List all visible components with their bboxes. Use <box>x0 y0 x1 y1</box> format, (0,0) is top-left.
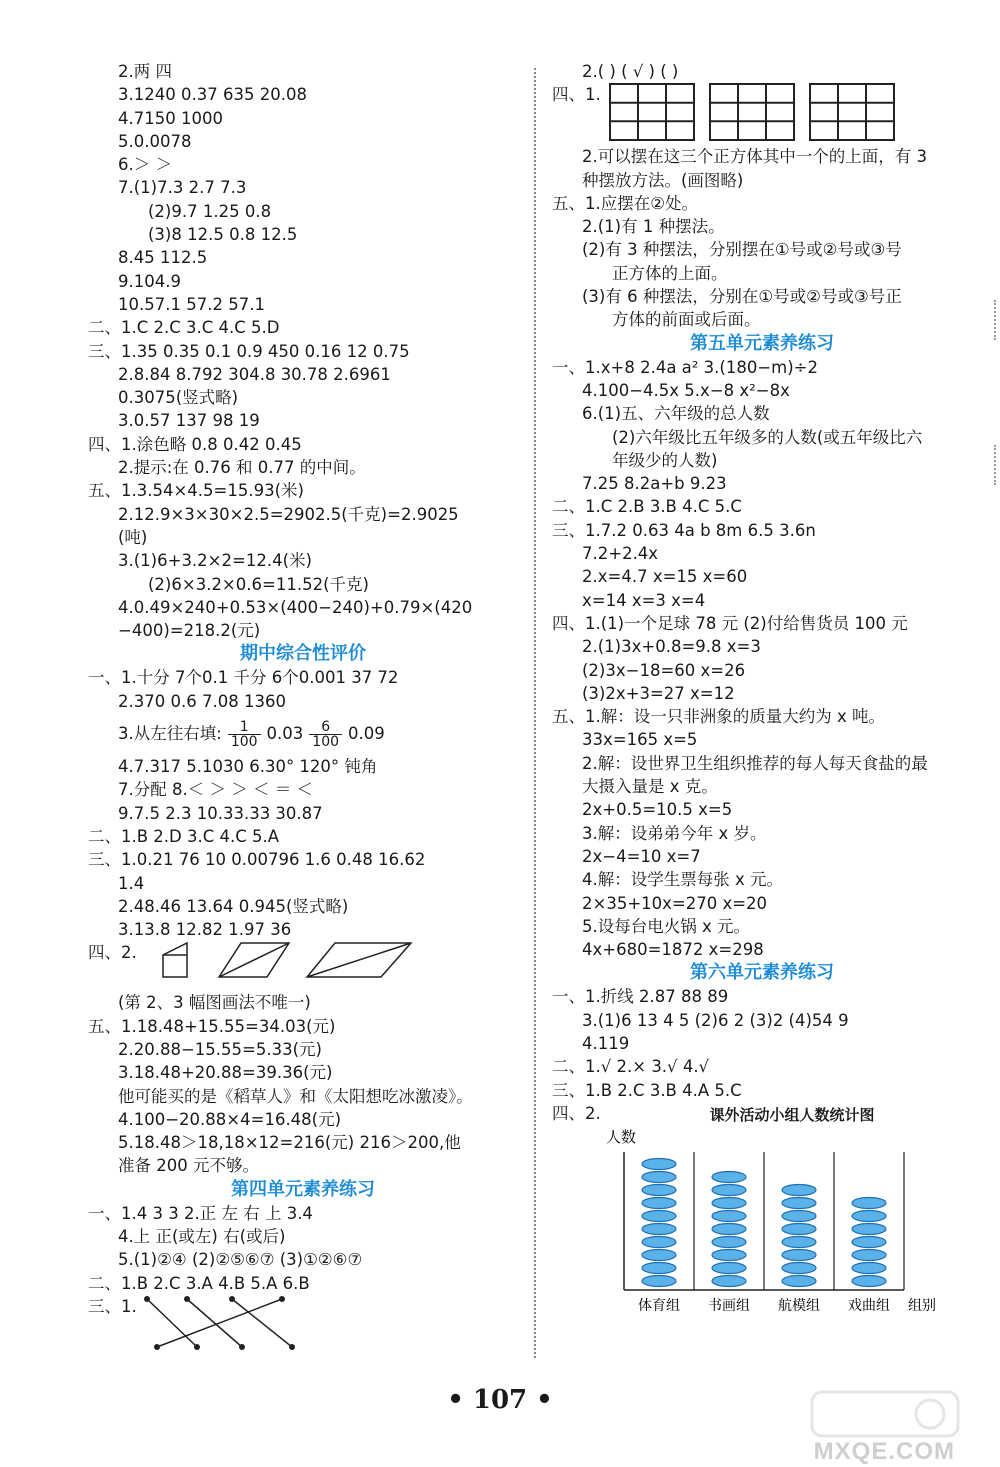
answer-line: 三、1.7.2 0.63 4a b 8m 6.5 3.6n <box>552 520 816 540</box>
answer-line: 五、1.应摆在②处。 <box>552 193 699 213</box>
answer-line: 四、1.涂色略 0.8 0.42 0.45 <box>88 434 302 454</box>
answer-line: 4.100−4.5x 5.x−8 x²−8x <box>582 380 790 400</box>
left-answer-column <box>88 60 518 1355</box>
answer-line: 8.45 112.5 <box>118 248 208 268</box>
bar-unit <box>642 1249 676 1260</box>
matching-answer-line <box>88 1295 518 1355</box>
answer-line: (2)有 3 种摆法，分别摆在①号或②号或③号 <box>582 240 902 260</box>
fraction-end: 0.09 <box>348 724 385 744</box>
section-heading: 第五单元素养练习 <box>690 332 834 354</box>
bar-unit <box>852 1275 886 1286</box>
answer-line: 方体的前面或后面。 <box>612 310 761 330</box>
bar-unit <box>782 1262 816 1273</box>
watermark-url: MXQE.COM <box>813 1438 955 1465</box>
answer-line: 五、1.18.48+15.55=34.03(元) <box>88 1016 336 1036</box>
answer-line: 4.7.317 5.1030 6.30° 120° 钝角 <box>118 757 378 777</box>
section-heading: 第六单元素养练习 <box>690 962 834 984</box>
answer-line: 2.12.9×3×30×2.5=2902.5(千克)=2.9025 <box>118 504 459 524</box>
answer-line: 7.分配 8.＜ ＞ ＞ ＜ ＝ ＜ <box>118 780 313 800</box>
answer-line: x=14 x=3 x=4 <box>582 590 706 610</box>
answer-line: 10.57.1 57.2 57.1 <box>118 294 265 314</box>
fraction-numerator: 1 <box>228 720 261 735</box>
answer-line: 2.两 四 <box>118 62 172 81</box>
answer-line: (3)8 12.5 0.8 12.5 <box>148 225 298 245</box>
bar-unit <box>642 1275 676 1286</box>
answer-line: 4.100−20.88×4=16.48(元) <box>118 1109 342 1129</box>
answer-line: (吨) <box>118 527 148 547</box>
answer-line: 二、1.B 2.D 3.C 4.C 5.A <box>88 826 280 846</box>
answer-line: 2.(1)有 1 种摆法。 <box>582 217 725 237</box>
category-label: 航模组 <box>778 1297 820 1313</box>
answer-line: (3)2x+3=27 x=12 <box>582 683 735 703</box>
bar-chart-block <box>552 1102 972 1313</box>
answer-line: 他可能买的是《稻草人》和《太阳想吃冰激凌》。 <box>118 1086 473 1106</box>
right-answer-column <box>552 60 972 1313</box>
answer-line: (2)9.7 1.25 0.8 <box>148 201 272 221</box>
answer-line: 3.1240 0.37 635 20.08 <box>118 85 307 105</box>
chart-ylabel: 人数 <box>606 1127 637 1146</box>
answer-line: 2.x=4.7 x=15 x=60 <box>582 567 748 587</box>
bar-unit <box>782 1275 816 1286</box>
answer-line: 4.0.49×240+0.53×(400−240)+0.79×(420 <box>118 597 473 617</box>
answer-line: 7.(1)7.3 2.7 7.3 <box>118 178 247 198</box>
answer-line: 5.设每台电火锅 x 元。 <box>582 916 750 936</box>
answer-line: 三、1.B 2.C 3.B 4.A 5.C <box>552 1080 742 1100</box>
answer-line: 33x=165 x=5 <box>582 730 698 750</box>
bar-unit <box>712 1223 746 1234</box>
chart-label: 四、2. <box>552 1103 601 1123</box>
grids-label: 四、1. <box>552 85 601 105</box>
answer-line: 二、1.B 2.C 3.A 4.B 5.A 6.B <box>88 1273 310 1293</box>
answer-line: 4.119 <box>582 1033 630 1053</box>
bar-unit <box>712 1236 746 1247</box>
page-number: • 107 • <box>447 1385 553 1415</box>
answer-line: 一、1.折线 2.87 88 89 <box>552 987 729 1007</box>
chart-title: 课外活动小组人数统计图 <box>709 1105 875 1124</box>
answer-line: (2)3x−18=60 x=26 <box>582 660 746 680</box>
bar-unit <box>642 1197 676 1208</box>
answer-line: 二、1.C 2.B 3.B 4.C 5.C <box>552 497 742 517</box>
bar-unit <box>642 1236 676 1247</box>
answer-line: 种摆放方法。(画图略) <box>582 170 744 190</box>
answer-line: 3.(1)6 13 4 5 (2)6 2 (3)2 (4)54 9 <box>582 1010 849 1030</box>
bar-unit <box>642 1158 676 1169</box>
fraction-denominator: 100 <box>312 734 340 751</box>
bar-unit <box>852 1262 886 1273</box>
bar-unit <box>642 1171 676 1182</box>
answer-line: 2x−4=10 x=7 <box>582 846 701 866</box>
margin-mark <box>988 300 996 340</box>
fraction-mid: 0.03 <box>266 724 304 744</box>
watermark-logo-icon <box>810 1390 960 1442</box>
answer-line: 三、1.0.21 76 10 0.00796 1.6 0.48 16.62 <box>88 850 426 870</box>
answer-line: 年级少的人数) <box>612 450 718 470</box>
bar-unit <box>712 1262 746 1273</box>
answer-line: 2.370 0.6 7.08 1360 <box>118 691 286 711</box>
answer-line: 5.(1)②④ (2)②⑤⑥⑦ (3)①②⑥⑦ <box>118 1250 363 1270</box>
square-grids-icon <box>609 83 919 143</box>
bar-unit <box>712 1210 746 1221</box>
answer-line: 5.0.0078 <box>118 131 192 151</box>
answer-line: 9.104.9 <box>118 271 181 291</box>
matching-label: 三、1. <box>88 1296 137 1316</box>
answer-line: 2x+0.5=10.5 x=5 <box>582 800 733 820</box>
answer-line: 2×35+10x=270 x=20 <box>582 893 768 913</box>
bar-unit <box>642 1210 676 1221</box>
answer-line: 3.0.57 137 98 19 <box>118 411 260 431</box>
fraction-1 <box>228 720 261 749</box>
answer-line: 3.13.8 12.82 1.97 36 <box>118 920 292 940</box>
bar-unit <box>782 1223 816 1234</box>
bar-unit <box>852 1236 886 1247</box>
bar-stack <box>782 1184 816 1286</box>
bar-unit <box>782 1249 816 1260</box>
bar-unit <box>852 1210 886 1221</box>
answer-line: 4.解：设学生票每张 x 元。 <box>582 870 783 890</box>
bar-unit <box>782 1236 816 1247</box>
answer-line: 3.18.48+20.88=39.36(元) <box>118 1063 333 1083</box>
answer-line: 3.解：设弟弟今年 x 岁。 <box>582 823 767 843</box>
bar-unit <box>852 1249 886 1260</box>
margin-mark <box>988 445 996 485</box>
bar-unit <box>782 1210 816 1221</box>
answer-line: 五、1.3.54×4.5=15.93(米) <box>88 481 304 501</box>
grids-answer-line <box>552 83 972 145</box>
answer-line: (2)六年级比五年级多的人数(或五年级比六 <box>612 427 923 447</box>
answer-line: 一、1.x+8 2.4a a² 3.(180−m)÷2 <box>552 357 818 377</box>
answer-line: 6.(1)五、六年级的总人数 <box>582 404 770 424</box>
answer-line: 6.＞ ＞ <box>118 155 172 175</box>
answer-line: 大摄入量是 x 克。 <box>582 777 718 797</box>
bar-unit <box>782 1197 816 1208</box>
bar-unit <box>712 1275 746 1286</box>
bar-unit <box>712 1184 746 1195</box>
section-heading: 期中综合性评价 <box>240 643 366 665</box>
bar-stack <box>712 1171 746 1286</box>
bar-unit <box>852 1223 886 1234</box>
answer-line: 4.7150 1000 <box>118 108 223 128</box>
bar-unit <box>782 1184 816 1195</box>
matching-lines-icon <box>137 1295 337 1353</box>
answer-line: 5.18.48＞18,18×12=216(元) 216＞200,他 <box>118 1133 461 1153</box>
chart-svg <box>572 1128 952 1313</box>
answer-line: 0.3075(竖式略) <box>118 388 239 408</box>
fraction-2 <box>309 720 342 749</box>
answer-line: 二、1.C 2.C 3.C 4.C 5.D <box>88 318 280 338</box>
answer-line: −400)=218.2(元) <box>118 621 261 641</box>
answer-line: 7.25 8.2a+b 9.23 <box>582 474 727 494</box>
bar-unit <box>852 1197 886 1208</box>
answer-line: 4x+680=1872 x=298 <box>582 940 764 960</box>
bar-unit <box>712 1171 746 1182</box>
answer-line: 2.( ) ( √ ) ( ) <box>582 62 679 81</box>
answer-line: 4.上 正(或左) 右(或后) <box>118 1227 286 1247</box>
bar-unit <box>712 1249 746 1260</box>
answer-line: 正方体的上面。 <box>612 263 728 283</box>
answer-line: (3)有 6 种摆法，分别在①号或②号或③号正 <box>582 287 902 307</box>
answer-line: 一、1.4 3 3 2.正 左 右 上 3.4 <box>88 1203 313 1223</box>
bar-stack <box>642 1158 676 1286</box>
answer-line: (2)6×3.2×0.6=11.52(千克) <box>148 574 369 594</box>
answer-line: (第 2、3 幅图画法不唯一) <box>118 993 311 1013</box>
shapes-answer-line <box>88 941 518 991</box>
fraction-numerator: 6 <box>309 720 342 735</box>
chart-xlabel: 组别 <box>908 1297 936 1313</box>
column-divider <box>534 68 536 1358</box>
section-heading: 第四单元素养练习 <box>231 1178 375 1200</box>
answer-line: 2.提示:在 0.76 和 0.77 的中间。 <box>118 458 366 478</box>
answer-line: 2.解：设世界卫生组织推荐的每人每天食盐的最 <box>582 753 928 773</box>
fraction-answer-line <box>88 713 518 755</box>
answer-line: 一、1.十分 7个0.1 千分 6个0.001 37 72 <box>88 668 399 688</box>
answer-line: 1.4 <box>118 873 145 893</box>
bar-unit <box>712 1197 746 1208</box>
answer-line: 2.可以摆在这三个正方体其中一个的上面，有 3 <box>582 147 927 167</box>
answer-line: 2.(1)3x+0.8=9.8 x=3 <box>582 637 761 657</box>
fraction-denominator: 100 <box>230 734 258 751</box>
answer-line: 二、1.√ 2.× 3.√ 4.√ <box>552 1057 710 1077</box>
answer-line: 2.20.88−15.55=5.33(元) <box>118 1039 322 1059</box>
bar-stack <box>852 1197 886 1286</box>
fraction-prefix: 3.从左往右填: <box>118 724 222 744</box>
shapes-drawing-icon <box>149 941 429 987</box>
category-label: 戏曲组 <box>848 1297 890 1313</box>
category-label: 体育组 <box>638 1297 680 1313</box>
bar-unit <box>642 1262 676 1273</box>
answer-line: 2.8.84 8.792 304.8 30.78 2.6961 <box>118 364 391 384</box>
answer-line: 五、1.解：设一只非洲象的质量大约为 x 吨。 <box>552 707 885 727</box>
bar-unit <box>642 1184 676 1195</box>
category-label: 书画组 <box>708 1297 750 1313</box>
answer-line: 2.48.46 13.64 0.945(竖式略) <box>118 896 349 916</box>
answer-line: 三、1.35 0.35 0.1 0.9 450 0.16 12 0.75 <box>88 341 410 361</box>
answer-line: 准备 200 元不够。 <box>118 1156 259 1176</box>
answer-line: 7.2+2.4x <box>582 544 659 564</box>
answer-line: 3.(1)6+3.2×2=12.4(米) <box>118 551 312 571</box>
answer-line: 9.7.5 2.3 10.33.33 30.87 <box>118 803 323 823</box>
shapes-label: 四、2. <box>88 943 137 963</box>
answer-line: 四、1.(1)一个足球 78 元 (2)付给售货员 100 元 <box>552 613 908 633</box>
bar-unit <box>642 1223 676 1234</box>
